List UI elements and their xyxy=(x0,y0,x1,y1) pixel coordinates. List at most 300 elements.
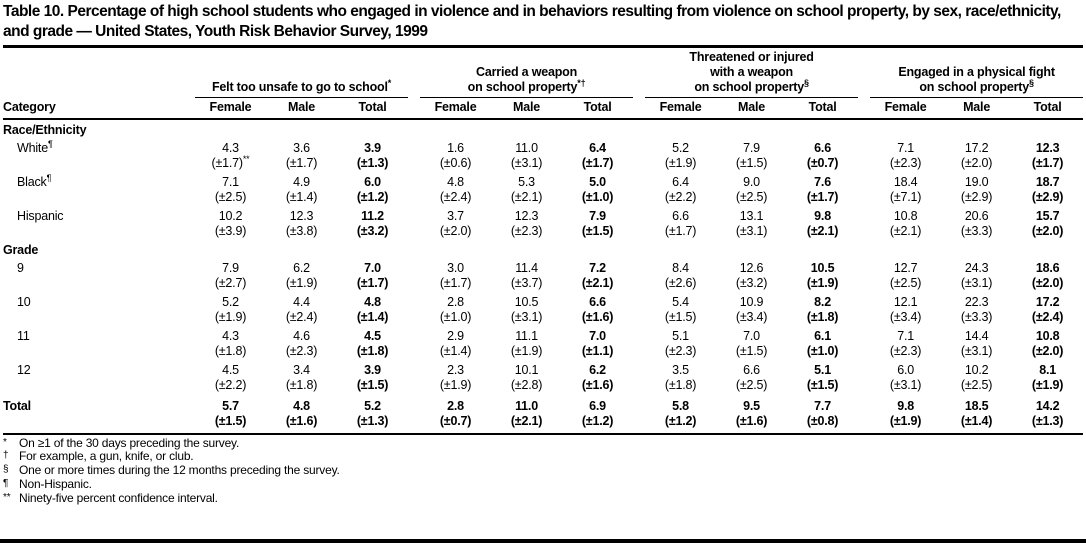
value-cell: 7.0 xyxy=(743,328,760,343)
ci-cell: (±3.1) xyxy=(735,223,768,238)
value-cell: 4.8 xyxy=(293,398,310,413)
ci-cell: (±1.7) xyxy=(285,155,318,170)
group-header-carried-weapon xyxy=(420,50,633,98)
value-cell: 13.1 xyxy=(739,208,764,223)
value-cell: 8.4 xyxy=(672,260,689,275)
spacer-cell xyxy=(183,292,195,310)
section-row xyxy=(3,119,1083,138)
footnote-text: On ≥1 of the 30 days preceding the survey. xyxy=(19,435,240,450)
value-cell: 17.2 xyxy=(964,140,989,155)
spacer-cell xyxy=(408,138,420,156)
ci-cell: (±3.7) xyxy=(510,275,543,290)
column-spacer xyxy=(408,50,420,119)
spacer-cell xyxy=(408,360,420,378)
spacer-cell xyxy=(858,190,870,206)
value-cell: 14.2 xyxy=(1035,398,1060,413)
data-row-ci xyxy=(3,414,1083,430)
value-cell: 11.0 xyxy=(515,398,538,413)
value-cell: 7.6 xyxy=(814,174,831,189)
ci-cell: (±7.1) xyxy=(889,189,922,204)
ci-cell: (±3.3) xyxy=(960,309,993,324)
ci-cell: (±2.3) xyxy=(664,343,697,358)
group-header-physical-fight xyxy=(870,50,1083,98)
data-row-values xyxy=(3,258,1083,276)
ci-cell: (±0.7) xyxy=(806,155,839,170)
value-cell: 15.7 xyxy=(1035,208,1060,223)
value-cell: 7.2 xyxy=(589,260,606,275)
spacer-cell xyxy=(633,258,645,276)
category-cell: 11 xyxy=(17,328,30,343)
section-label: Race/Ethnicity xyxy=(3,122,87,137)
ci-cell: (±1.2) xyxy=(356,189,389,204)
ci-cell: (±2.3) xyxy=(889,155,922,170)
footnote-marker: * xyxy=(387,77,392,88)
value-cell: 6.0 xyxy=(897,362,914,377)
spacer-cell xyxy=(408,156,420,172)
ci-cell: (±1.4) xyxy=(356,309,389,324)
footnote-text: One or more times during the 12 months preceding the survey. xyxy=(19,463,340,478)
spacer-cell xyxy=(633,138,645,156)
spacer-cell xyxy=(183,206,195,224)
value-cell: 6.0 xyxy=(364,174,381,189)
spacer-cell xyxy=(633,310,645,326)
sub-header-female: Female xyxy=(870,97,941,119)
value-cell: 9.0 xyxy=(743,174,760,189)
spacer-cell xyxy=(183,310,195,326)
category-cell-empty xyxy=(3,276,183,292)
spacer-cell xyxy=(858,378,870,394)
value-cell: 5.3 xyxy=(518,174,535,189)
spacer-cell xyxy=(183,394,195,414)
ci-cell: (±2.5) xyxy=(214,189,247,204)
footnote xyxy=(3,492,1083,506)
spacer-cell xyxy=(183,276,195,292)
footnote xyxy=(3,478,1083,492)
sub-header-male: Male xyxy=(266,97,337,119)
ci-cell: (±1.3) xyxy=(1031,413,1064,428)
ci-cell: (±2.0) xyxy=(1031,223,1064,238)
ci-cell: (±3.9) xyxy=(214,223,247,238)
value-cell: 3.6 xyxy=(293,140,310,155)
value-cell: 12.3 xyxy=(514,208,539,223)
spacer-cell xyxy=(633,276,645,292)
spacer-cell xyxy=(183,378,195,394)
ci-cell: (±1.8) xyxy=(214,343,247,358)
value-cell: 6.6 xyxy=(672,208,689,223)
ci-cell: (±2.2) xyxy=(664,189,697,204)
spacer-cell xyxy=(633,206,645,224)
value-cell: 12.3 xyxy=(289,208,314,223)
spacer-cell xyxy=(408,224,420,240)
ci-cell: (±2.1) xyxy=(806,223,839,238)
ci-cell: (±1.7)** xyxy=(211,153,250,170)
ci-cell: (±2.9) xyxy=(960,189,993,204)
value-cell: 6.4 xyxy=(672,174,689,189)
data-row-values xyxy=(3,292,1083,310)
ci-cell: (±2.3) xyxy=(285,343,318,358)
spacer-cell xyxy=(858,156,870,172)
spacer-cell xyxy=(183,224,195,240)
category-cell: Total xyxy=(3,398,31,413)
spacer-cell xyxy=(408,344,420,360)
value-cell: 3.5 xyxy=(672,362,689,377)
value-cell: 12.3 xyxy=(1035,140,1060,155)
ci-cell: (±0.7) xyxy=(439,413,472,428)
spacer-cell xyxy=(858,138,870,156)
data-row-ci xyxy=(3,344,1083,360)
spacer-cell xyxy=(858,224,870,240)
footnote-marker: *† xyxy=(577,77,586,88)
group-header-line: Threatened or injured xyxy=(689,49,814,64)
ci-cell: (±1.9) xyxy=(1031,377,1064,392)
ci-cell: (±1.9) xyxy=(439,377,472,392)
ci-cell: (±1.9) xyxy=(806,275,839,290)
footnotes xyxy=(3,433,1083,539)
value-cell: 14.4 xyxy=(964,328,989,343)
spacer-cell xyxy=(633,190,645,206)
value-cell: 7.0 xyxy=(364,260,381,275)
spacer-cell xyxy=(408,276,420,292)
value-cell: 6.9 xyxy=(589,398,606,413)
ci-cell: (±1.5) xyxy=(214,413,247,428)
footnote-marker: ¶ xyxy=(47,138,53,149)
table-title: Table 10. Percentage of high school students who engaged in violence and in behaviors resulting from violence on school property, by sex, race/ethnicity, and grade — United States, Youth Risk Behavior Survey, 1999 xyxy=(3,0,1083,48)
footnote-marker: ¶ xyxy=(46,172,52,183)
ci-cell: (±1.2) xyxy=(581,413,614,428)
value-cell: 7.1 xyxy=(222,174,239,189)
value-cell: 3.4 xyxy=(293,362,310,377)
value-cell: 8.2 xyxy=(814,294,831,309)
value-cell: 10.9 xyxy=(739,294,764,309)
data-row-values xyxy=(3,394,1083,414)
value-cell: 4.6 xyxy=(293,328,310,343)
ci-cell: (±3.4) xyxy=(735,309,768,324)
ci-cell: (±1.5) xyxy=(735,155,768,170)
value-cell: 5.4 xyxy=(672,294,689,309)
group-header-line: on school property*† xyxy=(467,77,586,94)
category-cell: White¶ xyxy=(17,138,53,155)
value-cell: 5.2 xyxy=(672,140,689,155)
value-cell: 10.5 xyxy=(810,260,835,275)
ci-cell: (±2.1) xyxy=(510,413,543,428)
value-cell: 3.0 xyxy=(447,260,464,275)
category-cell-empty xyxy=(3,156,183,172)
value-cell: 8.1 xyxy=(1039,362,1056,377)
spacer-cell xyxy=(633,292,645,310)
value-cell: 4.3 xyxy=(222,328,239,343)
value-cell: 3.9 xyxy=(364,362,381,377)
data-table xyxy=(3,50,1083,430)
value-cell: 17.2 xyxy=(1035,294,1060,309)
spacer-cell xyxy=(408,172,420,190)
spacer-cell xyxy=(633,344,645,360)
ci-cell: (±1.5) xyxy=(806,377,839,392)
footnote-marker: § xyxy=(803,77,809,88)
ci-cell: (±1.9) xyxy=(214,309,247,324)
category-cell-empty xyxy=(3,224,183,240)
ci-cell: (±1.5) xyxy=(664,309,697,324)
value-cell: 7.9 xyxy=(589,208,606,223)
value-cell: 6.4 xyxy=(589,140,606,155)
footnote xyxy=(3,464,1083,478)
value-cell: 22.3 xyxy=(964,294,989,309)
footnote-marker: ** xyxy=(242,153,250,164)
value-cell: 7.1 xyxy=(897,328,914,343)
ci-cell: (±2.6) xyxy=(664,275,697,290)
group-header-felt-too-unsafe xyxy=(195,50,408,98)
ci-cell: (±2.0) xyxy=(1031,275,1064,290)
value-cell: 5.0 xyxy=(589,174,606,189)
ci-cell: (±2.5) xyxy=(889,275,922,290)
value-cell: 6.1 xyxy=(814,328,831,343)
value-cell: 10.1 xyxy=(514,362,539,377)
spacer-cell xyxy=(858,360,870,378)
data-row-values xyxy=(3,326,1083,344)
ci-cell: (±1.4) xyxy=(960,413,993,428)
spacer-cell xyxy=(183,258,195,276)
value-cell: 11.2 xyxy=(361,208,384,223)
ci-cell: (±1.0) xyxy=(581,189,614,204)
value-cell: 10.8 xyxy=(893,208,918,223)
ci-cell: (±1.6) xyxy=(735,413,768,428)
value-cell: 6.6 xyxy=(743,362,760,377)
ci-cell: (±1.6) xyxy=(285,413,318,428)
value-cell: 2.8 xyxy=(447,294,464,309)
value-cell: 4.5 xyxy=(364,328,381,343)
footnote-symbol: ** xyxy=(3,491,11,503)
section-row xyxy=(3,240,1083,258)
ci-cell: (±3.2) xyxy=(735,275,768,290)
value-cell: 11.1 xyxy=(515,328,538,343)
footnote-symbol: § xyxy=(3,464,9,476)
value-cell: 18.7 xyxy=(1035,174,1060,189)
spacer-cell xyxy=(633,414,645,430)
value-cell: 10.2 xyxy=(218,208,243,223)
ci-cell: (±1.7) xyxy=(439,275,472,290)
spacer-cell xyxy=(633,156,645,172)
column-spacer xyxy=(858,50,870,119)
spacer-cell xyxy=(858,172,870,190)
value-cell: 6.2 xyxy=(293,260,310,275)
column-spacer xyxy=(183,50,195,119)
value-cell: 6.2 xyxy=(589,362,606,377)
data-row-ci xyxy=(3,310,1083,326)
value-cell: 1.6 xyxy=(447,140,464,155)
group-header-line: Engaged in a physical fight xyxy=(898,64,1055,79)
ci-cell: (±1.4) xyxy=(439,343,472,358)
ci-cell: (±3.1) xyxy=(889,377,922,392)
spacer-cell xyxy=(183,326,195,344)
table-body xyxy=(3,119,1083,430)
ci-cell: (±1.9) xyxy=(285,275,318,290)
spacer-cell xyxy=(858,414,870,430)
value-cell: 4.8 xyxy=(364,294,381,309)
data-row-ci xyxy=(3,276,1083,292)
value-cell: 10.5 xyxy=(514,294,539,309)
spacer-cell xyxy=(858,206,870,224)
spacer-cell xyxy=(858,394,870,414)
ci-cell: (±2.7) xyxy=(214,275,247,290)
ci-cell: (±2.1) xyxy=(581,275,614,290)
ci-cell: (±3.1) xyxy=(960,343,993,358)
data-row-ci xyxy=(3,190,1083,206)
value-cell: 5.2 xyxy=(364,398,381,413)
footnote-marker: § xyxy=(1028,77,1034,88)
data-row-ci xyxy=(3,224,1083,240)
value-cell: 12.7 xyxy=(893,260,918,275)
ci-cell: (±1.6) xyxy=(581,377,614,392)
ci-cell: (±1.0) xyxy=(806,343,839,358)
data-row-values xyxy=(3,138,1083,156)
ci-cell: (±3.3) xyxy=(960,223,993,238)
ci-cell: (±3.1) xyxy=(510,155,543,170)
category-cell: Hispanic xyxy=(17,208,64,223)
category-cell-empty xyxy=(3,190,183,206)
spacer-cell xyxy=(633,172,645,190)
ci-cell: (±2.5) xyxy=(735,189,768,204)
ci-cell: (±2.3) xyxy=(510,223,543,238)
category-cell: 12 xyxy=(17,362,31,377)
value-cell: 3.7 xyxy=(447,208,464,223)
value-cell: 6.6 xyxy=(589,294,606,309)
value-cell: 2.3 xyxy=(447,362,464,377)
ci-cell: (±3.2) xyxy=(356,223,389,238)
value-cell: 4.8 xyxy=(447,174,464,189)
value-cell: 4.9 xyxy=(293,174,310,189)
group-header-line: on school property§ xyxy=(694,77,809,94)
value-cell: 9.5 xyxy=(743,398,760,413)
spacer-cell xyxy=(183,138,195,156)
value-cell: 12.6 xyxy=(739,260,764,275)
category-cell-empty xyxy=(3,378,183,394)
spacer-cell xyxy=(408,258,420,276)
ci-cell: (±3.1) xyxy=(510,309,543,324)
footnote-text: Ninety-five percent confidence interval. xyxy=(19,490,218,505)
value-cell: 11.4 xyxy=(515,260,538,275)
category-cell: 9 xyxy=(17,260,24,275)
sub-header-male: Male xyxy=(941,97,1012,119)
value-cell: 7.9 xyxy=(222,260,239,275)
ci-cell: (±1.8) xyxy=(285,377,318,392)
data-row-values xyxy=(3,172,1083,190)
sub-header-male: Male xyxy=(716,97,787,119)
ci-cell: (±1.8) xyxy=(806,309,839,324)
ci-cell: (±2.4) xyxy=(285,309,318,324)
spacer-cell xyxy=(408,206,420,224)
spacer-cell xyxy=(633,224,645,240)
value-cell: 2.9 xyxy=(447,328,464,343)
ci-cell: (±3.8) xyxy=(285,223,318,238)
spacer-cell xyxy=(408,310,420,326)
spacer-cell xyxy=(408,292,420,310)
spacer-cell xyxy=(408,414,420,430)
value-cell: 5.1 xyxy=(814,362,831,377)
ci-cell: (±0.6) xyxy=(439,155,472,170)
value-cell: 24.3 xyxy=(964,260,989,275)
ci-cell: (±1.5) xyxy=(581,223,614,238)
ci-cell: (±2.2) xyxy=(214,377,247,392)
spacer-cell xyxy=(633,378,645,394)
footnote-symbol: ¶ xyxy=(3,478,9,490)
value-cell: 5.7 xyxy=(222,398,239,413)
ci-cell: (±2.4) xyxy=(1031,309,1064,324)
ci-cell: (±1.1) xyxy=(581,343,614,358)
value-cell: 20.6 xyxy=(964,208,989,223)
ci-cell: (±1.6) xyxy=(581,309,614,324)
value-cell: 19.0 xyxy=(964,174,989,189)
value-cell: 4.4 xyxy=(293,294,310,309)
group-header-line: Carried a weapon xyxy=(476,64,578,79)
ci-cell: (±2.5) xyxy=(960,377,993,392)
ci-cell: (±1.3) xyxy=(356,155,389,170)
value-cell: 18.6 xyxy=(1035,260,1060,275)
value-cell: 7.9 xyxy=(743,140,760,155)
column-spacer xyxy=(633,50,645,119)
ci-cell: (±3.1) xyxy=(960,275,993,290)
ci-cell: (±2.1) xyxy=(889,223,922,238)
spacer-cell xyxy=(858,344,870,360)
ci-cell: (±1.9) xyxy=(889,413,922,428)
spacer-cell xyxy=(408,190,420,206)
data-row-ci xyxy=(3,378,1083,394)
spacer-cell xyxy=(858,276,870,292)
spacer-cell xyxy=(858,326,870,344)
ci-cell: (±1.9) xyxy=(664,155,697,170)
value-cell: 11.0 xyxy=(515,140,538,155)
value-cell: 9.8 xyxy=(897,398,914,413)
spacer-cell xyxy=(183,190,195,206)
ci-cell: (±1.8) xyxy=(664,377,697,392)
ci-cell: (±1.7) xyxy=(1031,155,1064,170)
data-row-values xyxy=(3,360,1083,378)
footnote xyxy=(3,437,1083,451)
spacer-cell xyxy=(183,344,195,360)
sub-header-total: Total xyxy=(787,97,858,119)
value-cell: 4.5 xyxy=(222,362,239,377)
ci-cell: (±2.0) xyxy=(439,223,472,238)
ci-cell: (±1.2) xyxy=(664,413,697,428)
ci-cell: (±2.8) xyxy=(510,377,543,392)
value-cell: 9.8 xyxy=(814,208,831,223)
footnote-symbol: † xyxy=(3,450,9,462)
spacer-cell xyxy=(858,258,870,276)
footnote xyxy=(3,450,1083,464)
ci-cell: (±0.8) xyxy=(806,413,839,428)
sub-header-male: Male xyxy=(491,97,562,119)
data-row-values xyxy=(3,206,1083,224)
value-cell: 18.5 xyxy=(964,398,989,413)
ci-cell: (±2.0) xyxy=(960,155,993,170)
ci-cell: (±1.4) xyxy=(285,189,318,204)
sub-header-female: Female xyxy=(645,97,716,119)
category-column-header: Category xyxy=(3,50,183,119)
category-cell-empty xyxy=(3,344,183,360)
value-cell: 4.3 xyxy=(222,140,239,155)
value-cell: 5.2 xyxy=(222,294,239,309)
ci-cell: (±2.0) xyxy=(1031,343,1064,358)
spacer-cell xyxy=(408,378,420,394)
value-cell: 7.0 xyxy=(589,328,606,343)
sub-header-female: Female xyxy=(420,97,491,119)
group-header-line: with a weapon xyxy=(710,64,793,79)
ci-cell: (±1.7) xyxy=(581,155,614,170)
ci-cell: (±1.5) xyxy=(735,343,768,358)
spacer-cell xyxy=(408,326,420,344)
footnote-symbol: * xyxy=(3,436,7,448)
value-cell: 10.2 xyxy=(964,362,989,377)
value-cell: 7.7 xyxy=(814,398,831,413)
group-header-line: Felt too unsafe to go to school* xyxy=(211,77,392,94)
